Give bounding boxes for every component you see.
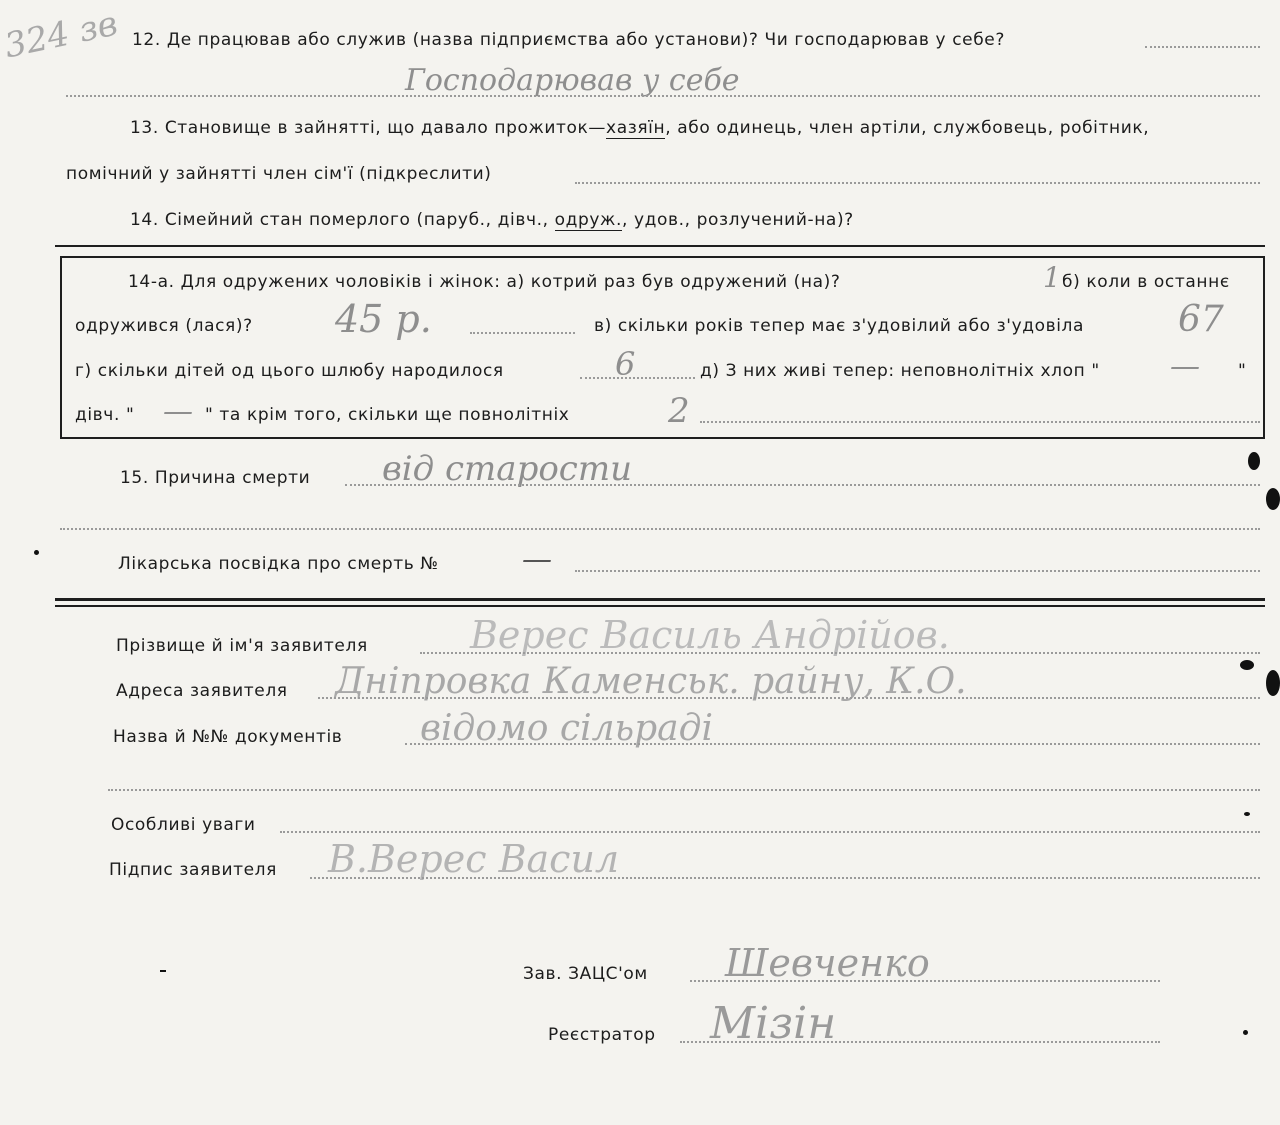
q14a-line1-tail: б) коли в останнє <box>1062 272 1230 292</box>
applicant-address-line <box>318 697 1260 699</box>
applicant-signature-line <box>310 877 1260 879</box>
scan-dot-1 <box>34 550 39 555</box>
q15-label: 15. Причина смерти <box>120 468 311 488</box>
applicant-signature-label: Підпис заявителя <box>109 860 277 880</box>
scan-dot-4 <box>160 970 166 972</box>
q14a-line2-dots <box>470 332 575 334</box>
q12-label: 12. Де працював або служив (назва підприємства або установи)? Чи господарював у себе? <box>132 30 1005 50</box>
q14-label-post: , удов., розлучений-на)? <box>621 210 854 230</box>
officials-head-label: Зав. ЗАЦС'ом <box>523 964 648 984</box>
q14a-line2-label: одружився (лася)? <box>75 316 253 336</box>
q13-line2: помічний у зайнятті член сім'ї (підкреслити) <box>66 164 492 184</box>
scan-blot-4 <box>1266 670 1280 696</box>
applicant-docs-value: відомо сільраді <box>420 708 713 749</box>
applicant-docs-line <box>405 743 1260 745</box>
section-rule-bottom-2 <box>55 605 1265 607</box>
medical-dotted-line <box>575 570 1260 572</box>
applicant-blank-line <box>108 789 1260 791</box>
q14a-line4-label: дівч. " <box>75 405 135 425</box>
applicant-name-label: Прізвище й ім'я заявителя <box>116 636 368 656</box>
q13-line1 <box>130 118 1149 138</box>
q14a-adults: 2 <box>668 391 690 431</box>
scan-dot-2 <box>1244 812 1250 816</box>
q15-line1 <box>345 484 1260 486</box>
q14a-boys-close-quote: " <box>1238 361 1247 381</box>
q14a-children-born: 6 <box>615 345 636 383</box>
medical-label: Лікарська посвідка про смерть № <box>118 554 439 574</box>
officials-registrar-signature: Мізін <box>710 998 837 1049</box>
applicant-name-value: Верес Василь Андрійов. <box>470 613 950 657</box>
applicant-address-value: Дніпровка Каменськ. райну, К.О. <box>335 661 967 702</box>
q14a-line3-dots <box>580 377 695 379</box>
applicant-docs-label: Назва й №№ документів <box>113 727 343 747</box>
q14-label-pre: 14. Сімейний стан померлого (паруб., дівч., <box>130 210 555 230</box>
applicant-notes-line <box>280 831 1260 833</box>
q14-line <box>130 210 854 230</box>
archive-number: 324 зв <box>1 3 121 67</box>
q14a-widowed-age: 67 <box>1178 299 1224 340</box>
q12-answer: Господарював у себе <box>405 63 740 98</box>
q14a-line3-label: г) скільки дітей од цього шлюбу народилося <box>75 361 504 381</box>
q13-underlined-option: хазяїн <box>606 118 666 138</box>
scan-blot-2 <box>1266 488 1280 510</box>
q14a-line1: 14-а. Для одружених чоловіків і жінок: а) котрий раз був одружений (на)? <box>128 272 841 292</box>
applicant-notes-label: Особливі уваги <box>111 815 256 835</box>
applicant-signature-value: В.Верес Васил <box>328 837 620 881</box>
officials-registrar-label: Реєстратор <box>548 1025 656 1045</box>
q14a-line3-mid: д) З них живі тепер: неповнолітніх хлоп " <box>700 361 1100 381</box>
q14a-minor-girls: — <box>163 394 193 429</box>
section-rule-top <box>55 245 1265 247</box>
medical-value: — <box>522 542 552 577</box>
section-rule-bottom-1 <box>55 598 1265 601</box>
q13-label-pre: 13. Становище в зайнятті, що давало прожиток— <box>130 118 607 138</box>
q14a-last-married-age: 45 р. <box>335 297 432 341</box>
q13-dotted-line <box>575 182 1260 184</box>
applicant-address-label: Адреса заявителя <box>116 681 288 701</box>
q14a-line2-mid: в) скільки років тепер має з'удовілий або з'удовіла <box>594 316 1085 336</box>
q14a-times-married: 1 <box>1043 261 1061 294</box>
q13-label-post: , або одинець, член артіли, службовець, робітник, <box>665 118 1150 138</box>
scan-dot-3 <box>1243 1030 1248 1035</box>
officials-head-signature: Шевченко <box>725 941 930 985</box>
scan-blot-1 <box>1248 452 1260 470</box>
scan-blot-3 <box>1240 660 1254 670</box>
q14a-minor-boys: — <box>1170 349 1200 384</box>
q12-dotted-line <box>1145 46 1260 48</box>
q12-answer-line <box>66 95 1260 97</box>
officials-registrar-line <box>680 1041 1160 1043</box>
q15-answer: від старости <box>382 449 632 489</box>
q14a-line4-mid: " та крім того, скільки ще повнолітніх <box>205 405 570 425</box>
officials-head-line <box>690 980 1160 982</box>
applicant-name-line <box>420 652 1260 654</box>
q14a-line4-dots <box>700 421 1260 423</box>
q15-line2 <box>60 528 1260 530</box>
q14-underlined-option: одруж. <box>554 210 622 230</box>
